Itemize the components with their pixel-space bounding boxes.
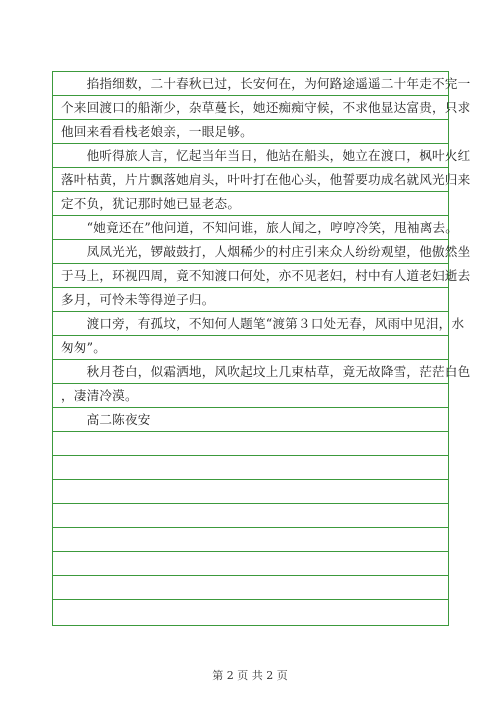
- ruled-line: [53, 359, 448, 360]
- ruled-line: [53, 599, 448, 600]
- ruled-line: [53, 239, 448, 240]
- ruled-line: [53, 455, 448, 456]
- ruled-line: [53, 527, 448, 528]
- ruled-line: [53, 95, 448, 96]
- ruled-line: [53, 407, 448, 408]
- ruled-line: [53, 191, 448, 192]
- text-line: 个来回渡口的船渐少，杂草蔓长，她还痴痴守候，不求他显达富贵，只求: [61, 100, 471, 115]
- text-line: 秋月苍白，似霜洒地，风吹起坟上几束枯草，竟无故降雪，茫茫白色: [61, 364, 471, 379]
- text-line: 掐指细数，二十春秋已过，长安何在，为何路途遥遥二十年走不完一: [61, 76, 471, 91]
- ruled-line: [53, 143, 448, 144]
- ruled-line: [53, 503, 448, 504]
- text-line: 渡口旁，有孤坟，不知何人题笔“渡第３口处无春，风雨中见泪，水: [61, 316, 465, 331]
- text-line: 多月，可怜未等得逆子归。: [61, 292, 215, 307]
- ruled-line: [53, 167, 448, 168]
- ruled-line: [53, 479, 448, 480]
- text-line: 凤凤光光，锣敲鼓打，人烟稀少的村庄引来众人纷纷观望，他傲然坐: [61, 244, 471, 259]
- ruled-line: [53, 263, 448, 264]
- author-line: 高二陈夜安: [61, 412, 151, 427]
- text-line: 于马上，环视四周，竟不知渡口何处，亦不见老妇，村中有人道老妇逝去: [61, 268, 471, 283]
- ruled-line: [53, 287, 448, 288]
- text-line: 他听得旅人言，忆起当年当日，他站在船头，她立在渡口，枫叶火红: [61, 148, 471, 163]
- ruled-line: [53, 551, 448, 552]
- text-line: 他回来看看栈老娘亲，一眼足够。: [61, 124, 253, 139]
- ruled-line: [53, 575, 448, 576]
- text-line: “她竟还在”他问道，不知问谁，旅人闻之，哼哼冷笑，甩袖离去。: [61, 220, 459, 235]
- page-footer: 第 2 页 共 2 页: [212, 669, 288, 682]
- ruled-line: [53, 431, 448, 432]
- text-line: ，凄清冷漠。: [61, 388, 138, 403]
- text-line: 匆匆”。: [61, 340, 107, 355]
- ruled-line: [53, 119, 448, 120]
- ruled-line: [53, 311, 448, 312]
- ruled-line: [53, 335, 448, 336]
- lined-writing-sheet: [52, 71, 471, 626]
- ruled-line: [53, 383, 448, 384]
- text-line: 定不负，犹记那时她已显老态。: [61, 196, 241, 211]
- ruled-line: [53, 215, 448, 216]
- text-line: 落叶枯黄，片片飘落她肩头，叶叶打在他心头，他誓要功成名就风光归来: [61, 172, 471, 187]
